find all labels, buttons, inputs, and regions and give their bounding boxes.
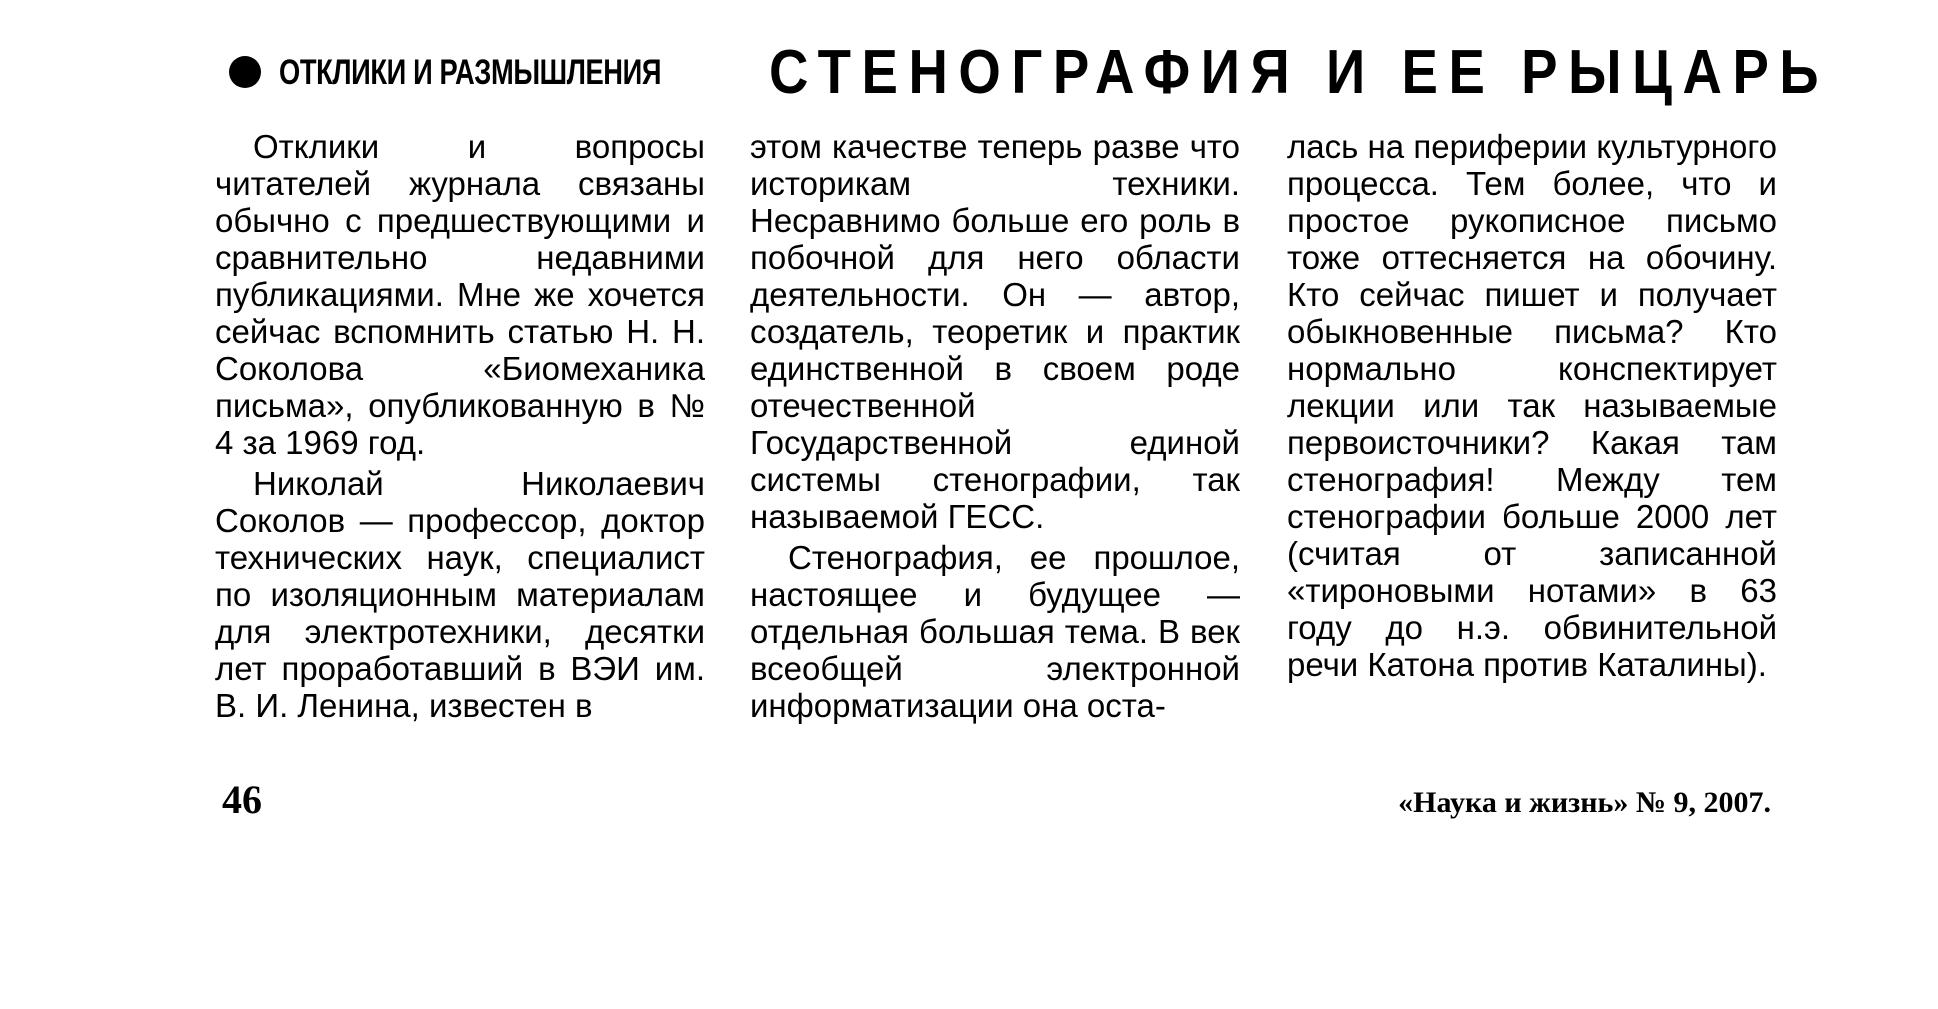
paragraph: лась на периферии культурного процесса. Тем более, что и простое рукописное письмо тоже оттесняется на обочину. Кто сейчас пишет и получает обыкновенные письма? Кто нормально конспектирует лекции или так называемые первоисточники? Какая там стенография! Между тем стенографии больше 2000 лет (считая от записанной «тироновыми нотами» в 63 году до н.э. обвинительной речи Катона против Каталины).	[1287, 128, 1777, 683]
section-rubric: ОТКЛИКИ И РАЗМЫШЛЕНИЯ	[279, 53, 662, 92]
text-column-2	[750, 128, 1240, 728]
page-number: 46	[222, 777, 262, 822]
paragraph: этом качестве теперь разве что историкам техники. Несравнимо больше его роль в побочной для него области деятельности. Он — автор, создатель, теоретик и практик единственной в своем роде отечественной Государственной единой системы стенографии, так называемой ГЕСС.	[750, 128, 1240, 535]
article-header	[229, 38, 1830, 108]
bullet-icon	[229, 56, 261, 88]
paragraph: Отклики и вопросы читателей журнала связаны обычно с предшествующими и сравнительно недавними публикациями. Мне же хочется сейчас вспомнить статью Н. Н. Соколова «Биомеханика письма», опубликованную в № 4 за 1969 год.	[215, 128, 705, 461]
paragraph: Стенография, ее прошлое, настоящее и будущее — отдельная большая тема. В век всеобщей электронной информатизации она оста-	[750, 539, 1240, 724]
paragraph: Николай Николаевич Соколов — профессор, доктор технических наук, специалист по изоляционным материалам для электротехники, десятки лет проработавший в ВЭИ им. В. И. Ленина, известен в	[215, 465, 705, 724]
article-body	[215, 128, 1775, 728]
article-title: СТЕНОГРАФИЯ И ЕЕ РЫЦАРЬ	[769, 38, 1830, 107]
journal-issue: «Наука и жизнь» № 9, 2007.	[1398, 786, 1771, 819]
text-column-1	[215, 128, 705, 728]
text-column-3	[1287, 128, 1777, 687]
